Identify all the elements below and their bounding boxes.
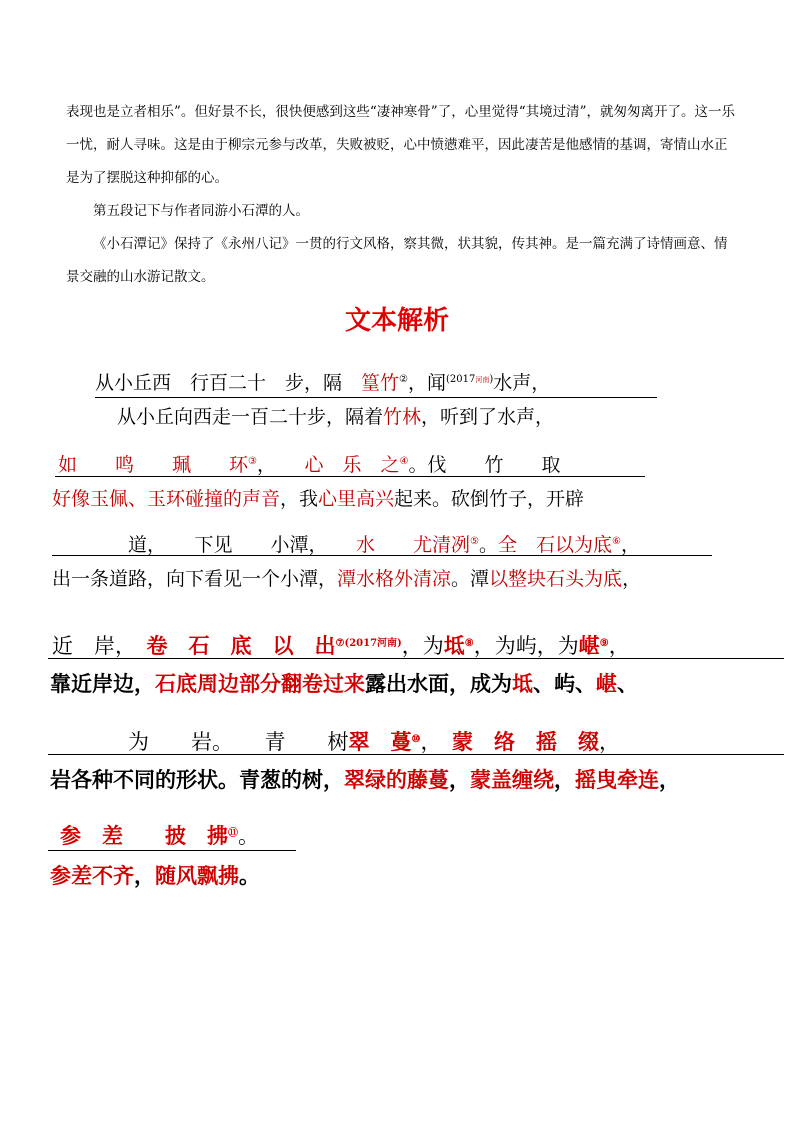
translation-line-3: 出一条道路，向下看见一个小潭，潭水格外清凉。潭以整块石头为底， xyxy=(52,568,642,590)
translation-line-6: 参差不齐，随风飘拂。 xyxy=(50,864,260,888)
intro-paragraph-3: 《小石潭记》保持了《永州八记》一贯的行文风格，察其微，状其貌，传其神。是一篇充满了诗情画意、情景交融的山水游记散文。 xyxy=(66,236,728,285)
intro-paragraph-1: 表现也是立者相乐”。但好景不长，很快便感到这些“凄神寒骨”了，心里觉得“其境过清”，就匆匆离开了。这一乐一忧，耐人寻味。这是由于柳宗元参与改革，失败被贬，心中愤懑难平，因此凄苦是他感情的基调，寄情山水正是为了摆脱这种抑郁的心。 xyxy=(66,104,736,186)
section-title: 文本解析 xyxy=(344,306,449,336)
original-line-1: 从小丘西 行百二十 步，隔 篁竹②，闻$^{(2017河南)}$水声， xyxy=(95,372,551,394)
original-line-5: 为 岩。 青 树翠 蔓⑩， 蒙 络 摇 缀， xyxy=(128,729,620,754)
translation-line-5: 岩各种不同的形状。青葱的树，翠绿的藤蔓，蒙盖缠绕，摇曳牵连， xyxy=(50,768,680,792)
intro-paragraph-2: 第五段记下与作者同游小石潭的人。 xyxy=(93,203,309,219)
intro-text xyxy=(66,96,736,294)
divider xyxy=(52,555,712,556)
divider xyxy=(95,397,657,398)
translation-line-1: 从小丘向西走一百二十步，隔着竹林，听到了水声， xyxy=(117,406,555,428)
translation-line-4: 靠近岸边，石底周边部分翻卷过来露出水面，成为坻、屿、嵁、 xyxy=(50,672,638,696)
divider xyxy=(48,754,784,755)
divider xyxy=(48,850,296,851)
divider xyxy=(55,476,645,477)
divider xyxy=(48,658,784,659)
original-line-3: 道， 下见 小潭， 水 尤清冽⑤。全 石以为底⑥， xyxy=(128,534,641,556)
original-line-4: 近 岸， 卷 石 底 以 出$^{⑦(2017河南)}$，为坻⑧，为屿，为嵁⑨， xyxy=(52,633,630,658)
original-line-2: 如 鸣 珮 环③， 心 乐 之④。伐 竹 取 xyxy=(58,454,561,476)
original-line-6: 参 差 披 拂⑪。 xyxy=(60,823,259,848)
translation-line-2: 好像玉佩、玉环碰撞的声音，我心里高兴起来。砍倒竹子，开辟 xyxy=(52,488,585,510)
